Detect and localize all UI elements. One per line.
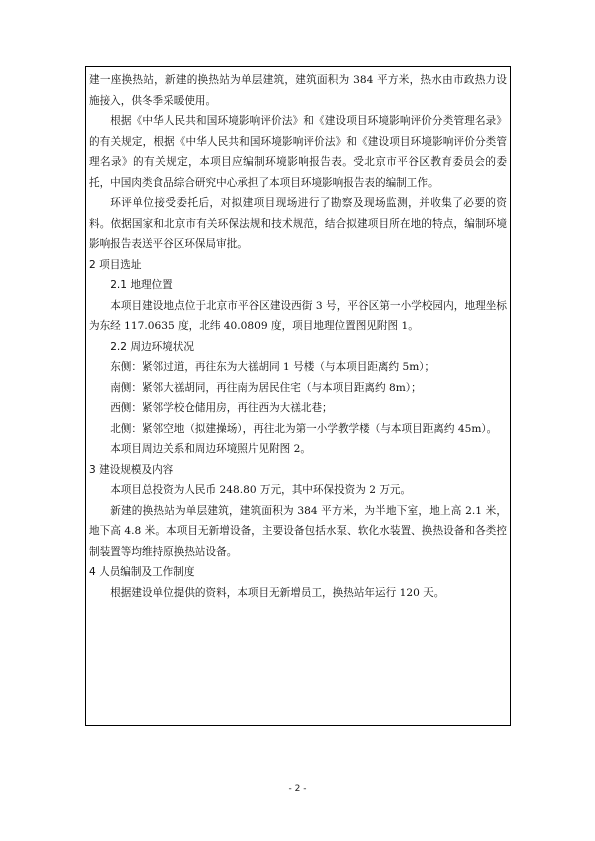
subsection-heading-surroundings: 2.2 周边环境状况 [110, 340, 194, 353]
paragraph-investment: 本项目总投资为人民币 248.80 万元，其中环保投资为 2 万元。 [110, 484, 412, 496]
paragraph-south: 南侧：紧邻大禚胡同，再往南为居民住宅（与本项目距离约 8m）； [110, 381, 422, 394]
section-heading-site: 2 项目选址 [89, 258, 142, 271]
paragraph-continuation: 建一座换热站，新建的换热站为单层建筑，建筑面积为 384 平方米，热水由市政热力设施接入，供冬季采暖使用。 [89, 74, 507, 107]
paragraph-west: 西侧：紧邻学校仓储用房，再往西为大禚北巷； [110, 402, 333, 414]
section-heading-staffing: 4 人员编制及工作制度 [89, 566, 195, 578]
paragraph-photo-note: 本项目周边关系和周边环境照片见附图 2。 [110, 443, 311, 455]
paragraph-north: 北侧：紧邻空地（拟建操场），再往北为第一小学教学楼（与本项目距离约 45m）。 [110, 422, 498, 435]
page-number: - 2 - [288, 784, 307, 794]
paragraph-building: 新建的换热站为单层建筑，建筑面积为 384 平方米，为半地下室，地上高 2.1 米，地下高 4.8 米。本项目无新增设备，主要设备包括水泵、软化水装置、换热设备和各类控制装置等均维持原换热站设备。 [89, 504, 507, 558]
paragraph-staffing: 根据建设单位提供的资料，本项目无新增员工，换热站年运行 120 天。 [110, 586, 445, 599]
paragraph-location: 本项目建设地点位于北京市平谷区建设西街 3 号，平谷区第一小学校园内，地理坐标为东经 117.0635 度，北纬 40.0809 度，项目地理位置图见附图 1。 [89, 299, 507, 332]
paragraph-legal-basis: 根据《中华人民共和国环境影响评价法》和《建设项目环境影响评价分类管理名录》的有关规定，根据《中华人民共和国环境影响评价法》和《建设项目环境影响评价分类管理名录》的有关规定，本项目应编制环境影响报告表。受北京市平谷区教育委员会的委托，中国肉类食品综合研究中心承担了本项目环境影响报告表的编制工作。 [89, 115, 507, 189]
section-heading-scale: 3 建设规模及内容 [89, 463, 174, 476]
subsection-heading-location: 2.1 地理位置 [110, 279, 173, 291]
paragraph-east: 东侧：紧邻过道，再往东为大禚胡同 1 号楼（与本项目距离约 5m）； [110, 361, 436, 373]
paragraph-survey: 环评单位接受委托后，对拟建项目现场进行了勘察及现场监测，并收集了必要的资料。依据国家和北京市有关环保法规和技术规范，结合拟建项目所在地的特点，编制环境影响报告表送平谷区环保局审批。 [89, 197, 507, 250]
document-body [89, 70, 507, 603]
